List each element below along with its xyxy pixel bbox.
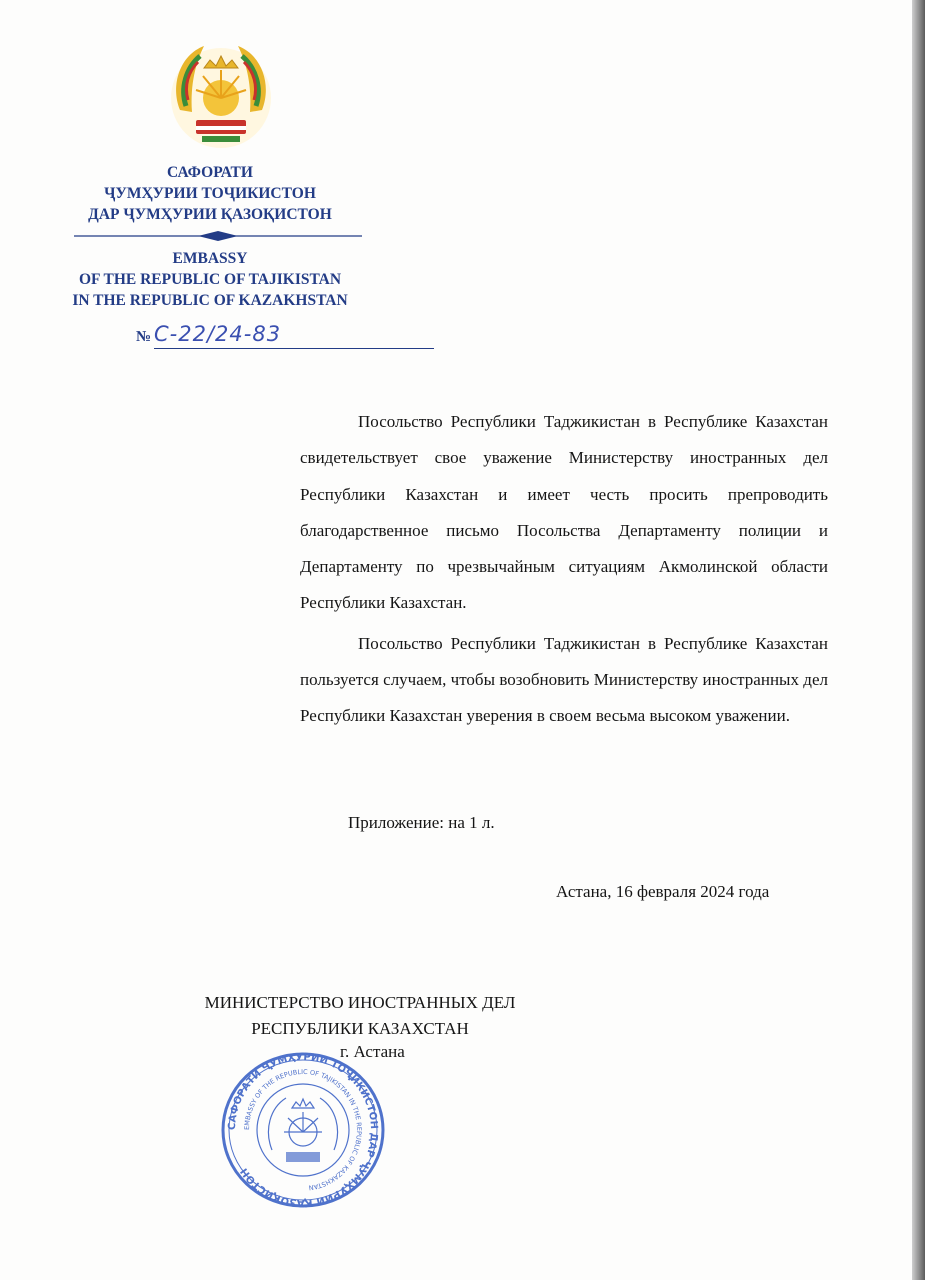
number-underline <box>154 348 434 349</box>
official-seal-icon <box>214 1050 392 1210</box>
seal-inner-text: EMBASSY OF THE REPUBLIC OF TAJIKISTAN IN THE REPUBLIC OF KAZAKHSTAN <box>242 1067 364 1192</box>
coat-of-arms-icon <box>166 40 276 152</box>
paragraph-2: Посольство Республики Таджикистан в Республике Казахстан пользуется случаем, чтобы возобновить Министерству иностранных дел Республики Казахстан уверения в своем весьма высоком уважении. <box>300 633 828 726</box>
document-number <box>136 324 346 354</box>
scan-page-edge <box>912 0 925 1280</box>
embassy-name-tajik: САФОРАТИ ҶУМҲУРИИ ТОҶИКИСТОН ДАР ҶУМҲУРИИ ҚАЗОҚИСТОН <box>88 164 332 223</box>
seal-outer-text: САФОРАТИ ҶУМҲУРИИ ТОҶИКИСТОН ДАР ҶУМҲУРИИ ҚАЗОҚИСТОН <box>226 1051 380 1209</box>
letterhead-divider <box>74 230 362 242</box>
embassy-name-english: EMBASSY OF THE REPUBLIC OF TAJIKISTAN IN THE REPUBLIC OF KAZAKHSTAN <box>72 250 348 309</box>
paragraph-1: Посольство Республики Таджикистан в Республике Казахстан свидетельствует свое уважение Министерству иностранных дел Республики Казахстан и имеет честь просить препроводить благодарственное письмо Посольства Департаменту полиции и Департаменту по чрезвычайным ситуациям Акмолинской области Республики Казахстан. <box>300 412 828 613</box>
place-and-date: Астана, 16 февраля 2024 года <box>556 882 770 901</box>
addressee-city: г. Астана <box>340 1042 405 1061</box>
handwritten-number: С-22/24-83 <box>154 322 282 346</box>
addressee-line-2: РЕСПУБЛИКИ КАЗАХСТАН <box>251 1019 469 1038</box>
letter-body <box>300 404 828 739</box>
number-label: № <box>136 329 152 345</box>
addressee-block <box>140 990 580 1042</box>
addressee-line-1: МИНИСТЕРСТВО ИНОСТРАННЫХ ДЕЛ <box>204 993 516 1012</box>
attachment-note: Приложение: на 1 л. <box>348 813 495 832</box>
